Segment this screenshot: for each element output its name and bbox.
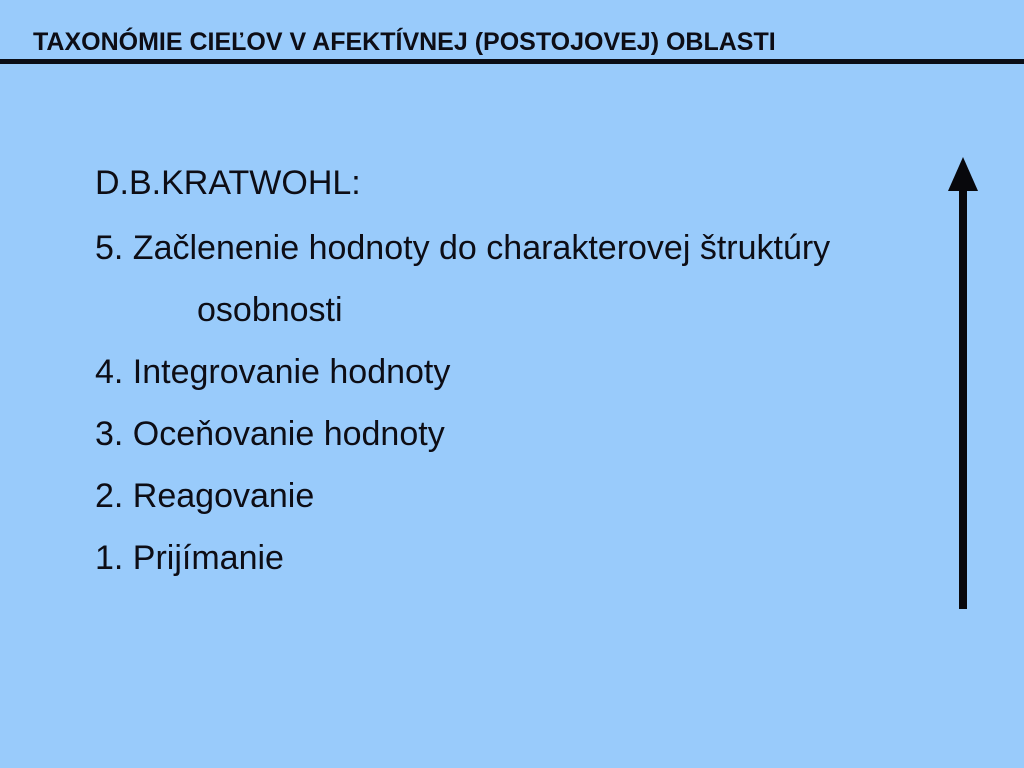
taxonomy-level-5-continuation: osobnosti (197, 291, 343, 329)
up-arrow-icon (945, 155, 983, 613)
taxonomy-list (95, 152, 955, 589)
slide-title: TAXONÓMIE CIEĽOV V AFEKTÍVNEJ (POSTOJOVEJ) OBLASTI (33, 28, 776, 56)
taxonomy-level-3: 3. Oceňovanie hodnoty (95, 415, 445, 453)
taxonomy-level-2: 2. Reagovanie (95, 477, 315, 515)
taxonomy-level-4: 4. Integrovanie hodnoty (95, 353, 451, 391)
title-underline-rule (0, 59, 1024, 64)
author-heading: D.B.KRATWOHL: (95, 164, 361, 202)
taxonomy-level-1: 1. Prijímanie (95, 539, 284, 577)
taxonomy-level-5: 5. Začlenenie hodnoty do charakterovej štruktúry (95, 229, 831, 267)
